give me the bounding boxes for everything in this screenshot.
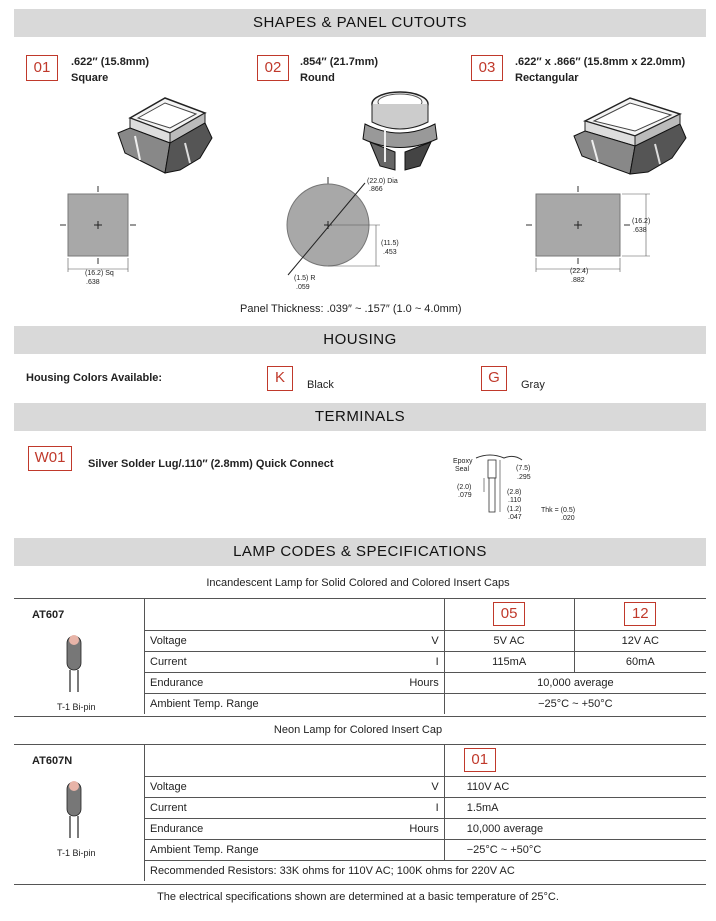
shape-name-01: Square [71,72,109,84]
temp-range-value: −25°C ~ +50°C [444,693,706,714]
round-switch-illustration [355,84,445,174]
housing-name-gray: Gray [521,379,545,391]
table-row [145,818,707,839]
incandescent-spec-table [144,598,706,714]
incandescent-code-12: 12 [624,602,656,626]
shape-code-02: 02 [257,55,289,81]
square-switch-illustration [110,88,220,178]
shape-size-03: .622″ x .866″ (15.8mm x 22.0mm) [515,56,686,68]
row-label: Ambient Temp. Range [150,843,259,856]
table-row [145,693,707,714]
shape-size-02: .854″ (21.7mm) [300,56,379,68]
row-label: Current [150,655,187,668]
table-row [145,672,707,693]
neon-endurance: 10,000 average [444,818,706,839]
housing-header: HOUSING [14,326,706,354]
neon-temp-range: −25°C ~ +50°C [444,839,706,860]
neon-resistors: Recommended Resistors: 33K ohms for 110V AC; 100K ohms for 220V AC [145,860,707,881]
neon-lamp-icon [60,774,90,840]
row-label: Endurance [150,822,204,835]
terminals-header: TERMINALS [14,403,706,431]
neon-code-01: 01 [464,748,496,772]
terminal-desc: Silver Solder Lug/.110″ (2.8mm) Quick Connect [88,458,334,470]
terminal-code: W01 [28,446,72,471]
terminal-dim-3a: (2.8) [507,489,522,496]
current-12: 60mA [574,651,706,672]
incandescent-bottom-rule [14,716,706,717]
row-label: Ambient Temp. Range [150,697,259,710]
incandescent-code-05: 05 [493,602,525,626]
terminal-dim-2a: (2.0) [457,484,472,491]
row-unit: I [435,655,439,668]
shape-name-03: Rectangular [515,72,579,84]
square-dim-inch: .638 [86,279,100,286]
terminal-dim-4b: .047 [508,514,522,521]
endurance-value: 10,000 average [444,672,706,693]
lamps-header: LAMP CODES & SPECIFICATIONS [14,538,706,566]
round-dia-inch: .866 [369,186,383,193]
table-row [145,860,707,881]
voltage-05: 5V AC [444,630,574,651]
square-cutout-drawing [56,182,146,282]
epoxy-label: Epoxy [453,458,473,465]
round-r-inch: .059 [296,284,310,291]
housing-label: Housing Colors Available: [26,372,163,384]
table-row [145,797,707,818]
table-row [145,630,707,651]
incandescent-base: T-1 Bi-pin [57,702,96,712]
table-row [145,776,707,797]
shape-size-01: .622″ (15.8mm) [71,56,150,68]
rect-side-inch: .638 [633,227,647,234]
round-r-metric: (1.5) R [294,275,316,282]
housing-name-black: Black [307,379,334,391]
incandescent-lamp-icon [60,628,90,694]
table-row [145,651,707,672]
housing-code-g: G [481,366,507,391]
row-unit: Hours [409,676,439,689]
shape-code-03: 03 [471,55,503,81]
row-label: Endurance [150,676,204,689]
round-dia-metric: (22.0) Dia [367,178,398,185]
shape-code-01: 01 [26,55,58,81]
rect-bot-inch: .882 [571,277,585,284]
round-h-metric: (11.5) [381,240,399,247]
neon-current: 1.5mA [444,797,706,818]
rect-side-metric: (16.2) [632,218,651,225]
terminal-dim-2b: .079 [458,492,472,499]
shape-name-02: Round [300,72,335,84]
neon-title: Neon Lamp for Colored Insert Cap [273,724,443,736]
row-label: Voltage [150,634,187,647]
neon-voltage: 110V AC [444,776,706,797]
incandescent-model: AT607 [32,609,65,621]
neon-model: AT607N [32,755,73,767]
housing-code-k: K [267,366,293,391]
footnote: The electrical specifications shown are determined at a basic temperature of 25°C. [157,891,559,903]
terminal-thk: Thk = (0.5) [541,507,576,514]
neon-spec-table [144,744,706,881]
panel-thickness: Panel Thickness: .039″ ~ .157″ (1.0 ~ 4.0mm) [240,303,462,315]
incandescent-title: Incandescent Lamp for Solid Colored and Colored Insert Caps [206,577,510,589]
voltage-12: 12V AC [574,630,706,651]
row-unit: V [431,780,439,793]
row-unit: Hours [409,822,439,835]
terminal-dim-1b: .295 [517,474,531,481]
neon-base: T-1 Bi-pin [57,848,96,858]
terminal-dim-4a: (1.2) [507,506,522,513]
round-h-inch: .453 [383,249,397,256]
shapes-header: SHAPES & PANEL CUTOUTS [14,9,706,37]
neon-bottom-rule [14,884,706,885]
row-label: Current [150,801,187,814]
row-unit: V [431,634,439,647]
row-unit: I [435,801,439,814]
square-dim-metric: (16.2) Sq [85,270,114,277]
seal-label: Seal [455,466,470,473]
current-05: 115mA [444,651,574,672]
row-label: Voltage [150,780,187,793]
rect-bot-metric: (22.4) [570,268,589,275]
rectangular-switch-illustration [570,86,690,178]
terminal-dim-1a: (7.5) [516,465,531,472]
terminal-thk2: .020 [561,515,575,522]
table-row [145,839,707,860]
terminal-dim-3b: .110 [508,497,522,504]
